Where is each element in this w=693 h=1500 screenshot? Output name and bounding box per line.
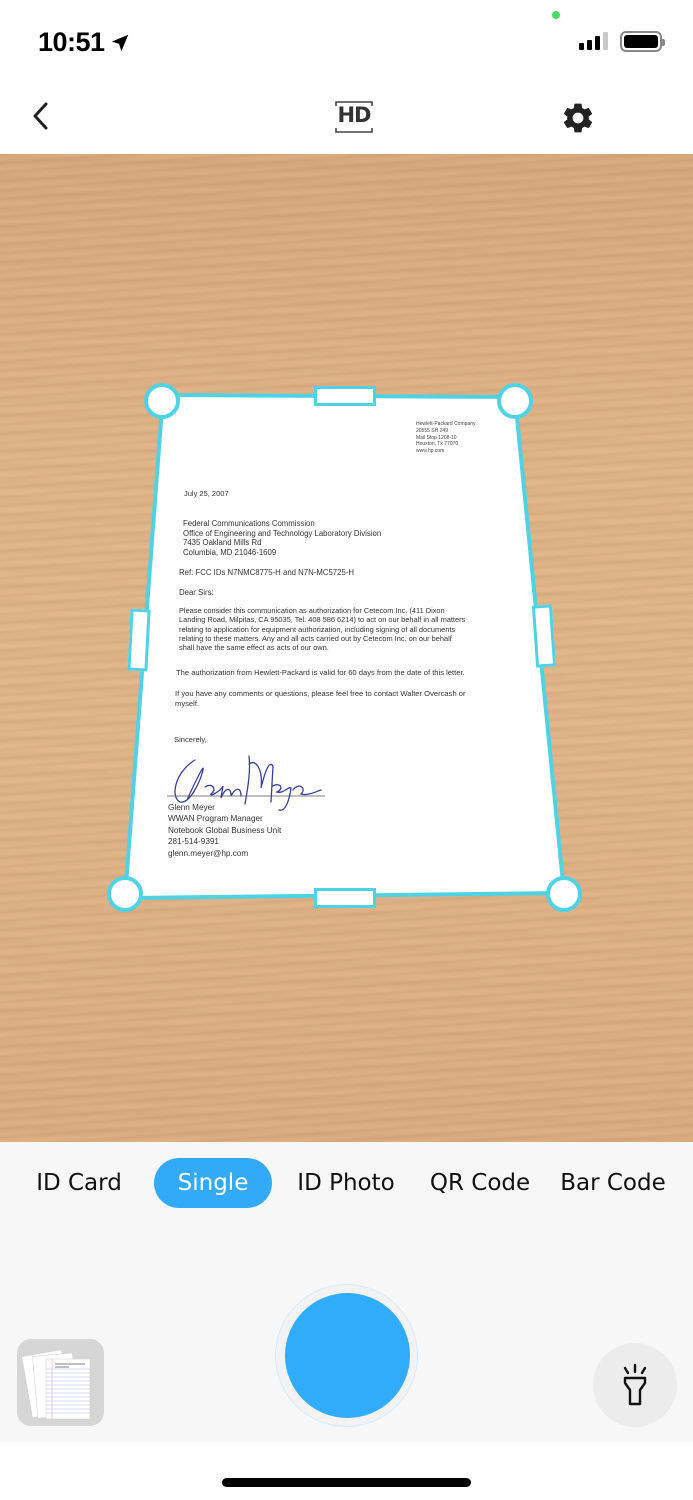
status-time: [38, 27, 131, 58]
shutter-inner-circle: [285, 1293, 410, 1418]
hd-label: HD: [337, 103, 371, 127]
tab-single[interactable]: Single: [154, 1158, 272, 1208]
crop-handle-top-left[interactable]: [144, 383, 180, 419]
hd-toggle-button[interactable]: [334, 99, 374, 135]
cellular-signal-icon: [579, 32, 608, 50]
tab-id-photo[interactable]: ID Photo: [297, 1170, 395, 1196]
crop-handle-bottom-edge[interactable]: [314, 888, 376, 908]
nav-bar: [0, 80, 693, 154]
location-arrow-icon: [109, 32, 131, 54]
scan-mode-selector: [0, 1142, 693, 1224]
chevron-left-icon: [26, 96, 58, 136]
status-bar: [0, 0, 693, 80]
settings-button[interactable]: [560, 100, 596, 136]
tab-qr-code[interactable]: QR Code: [429, 1170, 531, 1196]
letter-paragraph-3: If you have any comments or questions, please feel free to contact Walter Overcash or myself.: [175, 689, 466, 708]
gear-icon: [560, 100, 596, 136]
letter-reference: Ref: FCC IDs N7NMC8775-H and N7N-MC5725-H: [179, 568, 355, 577]
camera-preview[interactable]: [0, 154, 693, 1142]
home-indicator-area: [0, 1442, 693, 1500]
letter-closing: Sincerely,: [174, 735, 207, 744]
back-button[interactable]: [26, 96, 58, 136]
gallery-thumbnail-button[interactable]: [17, 1339, 104, 1426]
crop-handle-left-edge[interactable]: [127, 609, 150, 672]
letter-paragraph-1: Please consider this communication as authorization for Cetecom Inc. (411 Dixon Landing Road, Milpitas, CA 95035, Tel. 408 586 6214) to act on our behalf in all matters relating to application for equipment authorization, including signing of all documents relating to these matters. Any and all acts carried out by Cetecom Inc. on our behalf shall have the same effect as acts of our own.: [179, 606, 466, 653]
crop-handle-bottom-left[interactable]: [107, 876, 143, 912]
crop-handle-top-right[interactable]: [497, 383, 533, 419]
tab-bar-code[interactable]: Bar Code: [560, 1170, 666, 1196]
flashlight-icon: [593, 1343, 677, 1427]
privacy-indicator-dot: [552, 11, 560, 19]
battery-full-icon: [620, 31, 662, 52]
recipient-address: Federal Communications Commission Office of Engineering and Technology Laboratory Division 7435 Oakland Mills Rd Columbia, MD 21046-1609: [183, 519, 382, 557]
tab-id-card[interactable]: ID Card: [36, 1170, 122, 1196]
letter-date: July 25, 2007: [184, 489, 229, 498]
crop-handle-bottom-right[interactable]: [546, 876, 582, 912]
document-stack-thumbnail: [17, 1339, 104, 1426]
crop-handle-right-edge[interactable]: [532, 604, 556, 667]
letter-paragraph-2: The authorization from Hewlett-Packard is valid for 60 days from the date of this letter.: [176, 668, 465, 677]
flashlight-button[interactable]: [593, 1343, 677, 1427]
clock-text: 10:51: [38, 27, 105, 57]
crop-handle-top-edge[interactable]: [314, 386, 376, 406]
shutter-button[interactable]: [275, 1284, 418, 1427]
home-indicator[interactable]: [222, 1478, 471, 1487]
capture-controls: [0, 1224, 693, 1442]
sender-address: Hewlett-Packard Company 20555 SH 249 Mail Stop 1208-10 Houston, Tx 77070 www.hp.com: [416, 421, 476, 454]
signature-block: Glenn Meyer WWAN Program Manager Notebook Global Business Unit 281-514-9391 glenn.meyer@hp.com: [168, 803, 282, 858]
letter-salutation: Dear Sirs:: [179, 588, 214, 597]
